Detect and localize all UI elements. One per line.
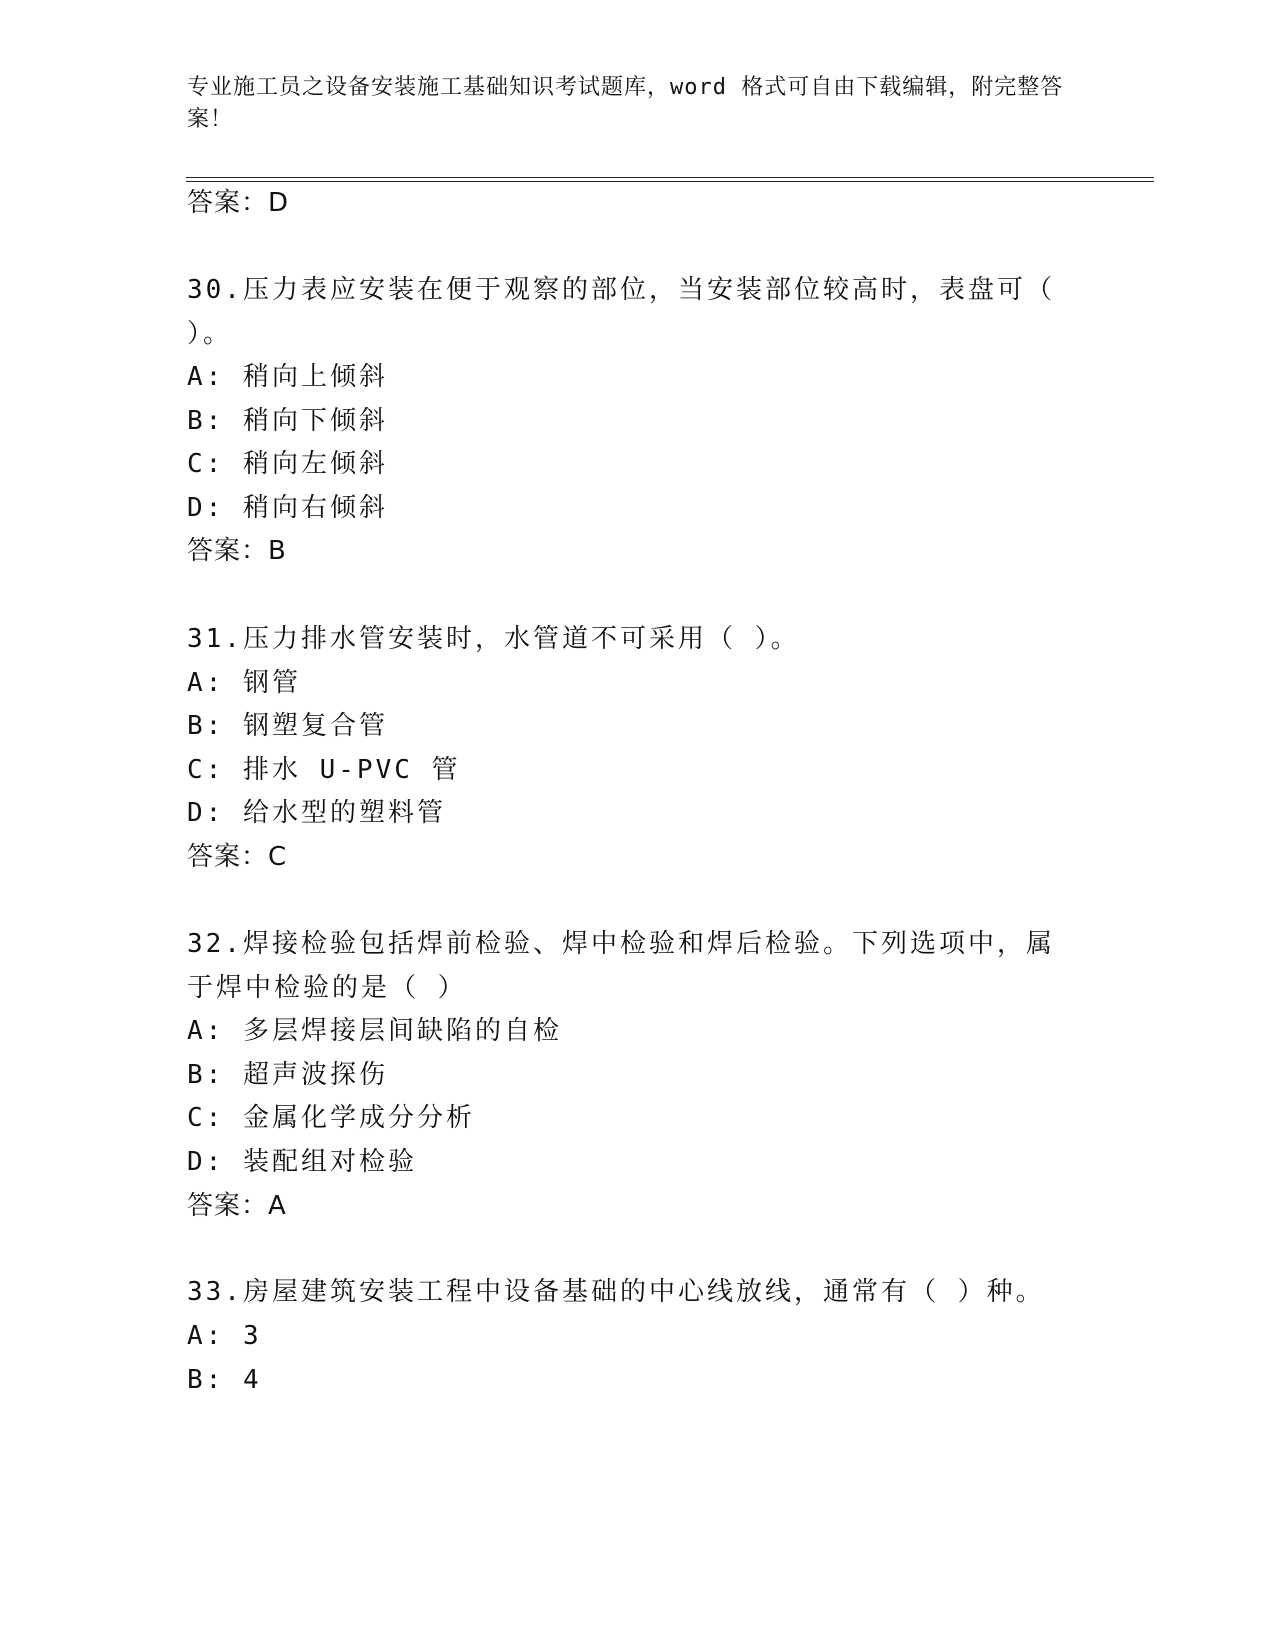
question-30-option-b: B: 稍向下倾斜 [187,406,388,436]
question-31-option-a: A: 钢管 [187,668,301,698]
question-33-option-b: B: 4 [187,1365,262,1395]
question-32-option-d: D: 装配组对检验 [187,1147,417,1177]
question-32-option-a: A: 多层焊接层间缺陷的自检 [187,1016,562,1046]
question-30-option-d: D: 稍向右倾斜 [187,493,388,523]
question-30-option-a: A: 稍向上倾斜 [187,362,388,392]
question-32-option-b: B: 超声波探伤 [187,1060,388,1090]
question-31-option-d: D: 给水型的塑料管 [187,798,446,828]
header-divider-secondary [186,181,1154,182]
question-31-option-c: C: 排水 U-PVC 管 [187,755,461,785]
previous-answer: 答案：D [187,188,290,218]
question-31-answer: 答案：C [187,842,288,872]
document-header: 专业施工员之设备安装施工基础知识考试题库，word 格式可自由下载编辑，附完整答案！ [187,75,1064,132]
question-32-answer: 答案：A [187,1191,287,1221]
question-30-stem: 30.压力表应安装在便于观察的部位，当安装部位较高时，表盘可（ ）。 [187,275,1055,349]
question-32-option-c: C: 金属化学成分分析 [187,1103,475,1133]
question-33-stem: 33.房屋建筑安装工程中设备基础的中心线放线，通常有（ ）种。 [187,1277,1045,1307]
question-31-stem: 31.压力排水管安装时，水管道不可采用（ ）。 [187,624,800,654]
question-31-option-b: B: 钢塑复合管 [187,711,388,741]
header-divider [186,177,1154,178]
question-33-option-a: A: 3 [187,1321,262,1351]
question-30-option-c: C: 稍向左倾斜 [187,449,388,479]
question-30-answer: 答案：B [187,536,287,566]
question-32-stem: 32.焊接检验包括焊前检验、焊中检验和焊后检验。下列选项中，属于焊中检验的是（ ） [187,929,1055,1003]
